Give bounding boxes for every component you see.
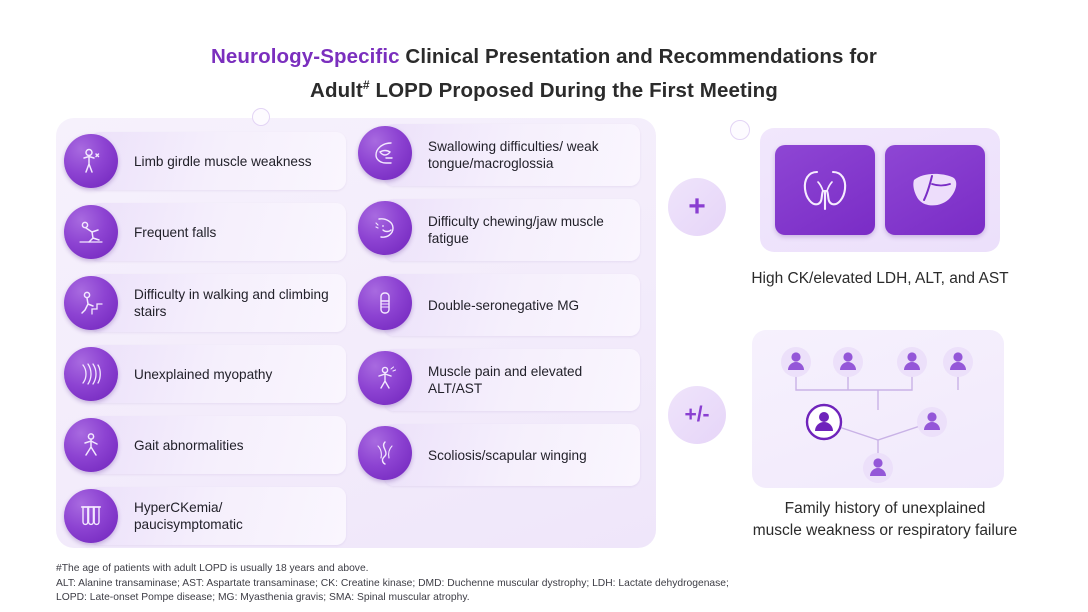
climbing-stairs-icon [64, 276, 118, 330]
head-swallowing-icon [358, 126, 412, 180]
list-item-label: Muscle pain and elevated ALT/AST [428, 364, 583, 396]
title-accent: Neurology-Specific [211, 45, 400, 68]
family-history-caption-line-2: muscle weakness or respiratory failure [752, 522, 1018, 539]
title-line-2-lead: Adult [310, 78, 363, 102]
decorative-bubble [252, 108, 270, 126]
family-history-caption [700, 498, 1070, 542]
list-item[interactable] [64, 132, 346, 190]
plus-minus-operator: +/- [668, 386, 726, 444]
lab-values-caption: High CK/elevated LDH, ALT, and AST [751, 270, 1009, 287]
plus-operator: + [668, 178, 726, 236]
kidneys-icon [775, 145, 875, 235]
list-item[interactable] [358, 199, 640, 261]
spine-scoliosis-icon [358, 426, 412, 480]
lab-values-card [760, 128, 1000, 252]
family-history-card [752, 330, 1004, 488]
list-item[interactable] [64, 203, 346, 261]
list-item[interactable] [358, 349, 640, 411]
list-item[interactable] [358, 124, 640, 186]
list-item-label: Limb girdle muscle weakness [134, 153, 312, 169]
title-line-1-rest: Clinical Presentation and Recommendations for [399, 45, 877, 68]
family-history-caption-line-1: Family history of unexplained [784, 500, 986, 517]
page-title [0, 42, 1088, 105]
decorative-bubble [730, 120, 750, 140]
list-item-label: Difficulty in walking and climbing stairs [134, 287, 329, 319]
footnote-line-1: #The age of patients with adult LOPD is usually 18 years and above. [56, 563, 369, 574]
list-item-label: Difficulty chewing/jaw muscle fatigue [428, 214, 604, 246]
jaw-chewing-icon [358, 201, 412, 255]
test-tubes-icon [64, 489, 118, 543]
list-item-label: Unexplained myopathy [134, 366, 273, 382]
list-item-label: Gait abnormalities [134, 437, 244, 453]
list-item[interactable] [64, 345, 346, 403]
footnote-line-3: LOPD: Late-onset Pompe disease; MG: Myasthenia gravis; SMA: Spinal muscular atrophy. [56, 592, 470, 603]
list-item[interactable] [64, 416, 346, 474]
limb-girdle-weakness-icon [64, 134, 118, 188]
muscle-fibers-icon [64, 347, 118, 401]
footnote-line-2: ALT: Alanine transaminase; AST: Aspartate transaminase; CK: Creatine kinase; DMD: Duchenne muscular dystrophy; LDH: Lactate dehydrogenase; [56, 577, 729, 589]
symptom-column-left [64, 132, 346, 558]
walking-person-icon [64, 418, 118, 472]
title-line-2 [0, 71, 1088, 105]
list-item[interactable] [358, 424, 640, 486]
list-item[interactable] [64, 487, 346, 545]
liver-icon [885, 145, 985, 235]
footnotes [56, 562, 956, 606]
list-item-label: HyperCKemia/ paucisymptomatic [134, 500, 243, 532]
title-line-1 [0, 42, 1088, 71]
list-item-label: Swallowing difficulties/ weak tongue/macroglossia [428, 139, 599, 171]
list-item[interactable] [64, 274, 346, 332]
list-item-label: Double-seronegative MG [428, 297, 580, 313]
blood-vial-icon [358, 276, 412, 330]
title-line-2-rest: LOPD Proposed During the First Meeting [369, 78, 778, 102]
muscle-pain-person-icon [358, 351, 412, 405]
symptom-column-right [358, 124, 640, 499]
falling-person-icon [64, 205, 118, 259]
list-item-label: Frequent falls [134, 224, 217, 240]
list-item-label: Scoliosis/scapular winging [428, 447, 587, 463]
list-item[interactable] [358, 274, 640, 336]
title-footnote-marker: # [362, 78, 370, 92]
